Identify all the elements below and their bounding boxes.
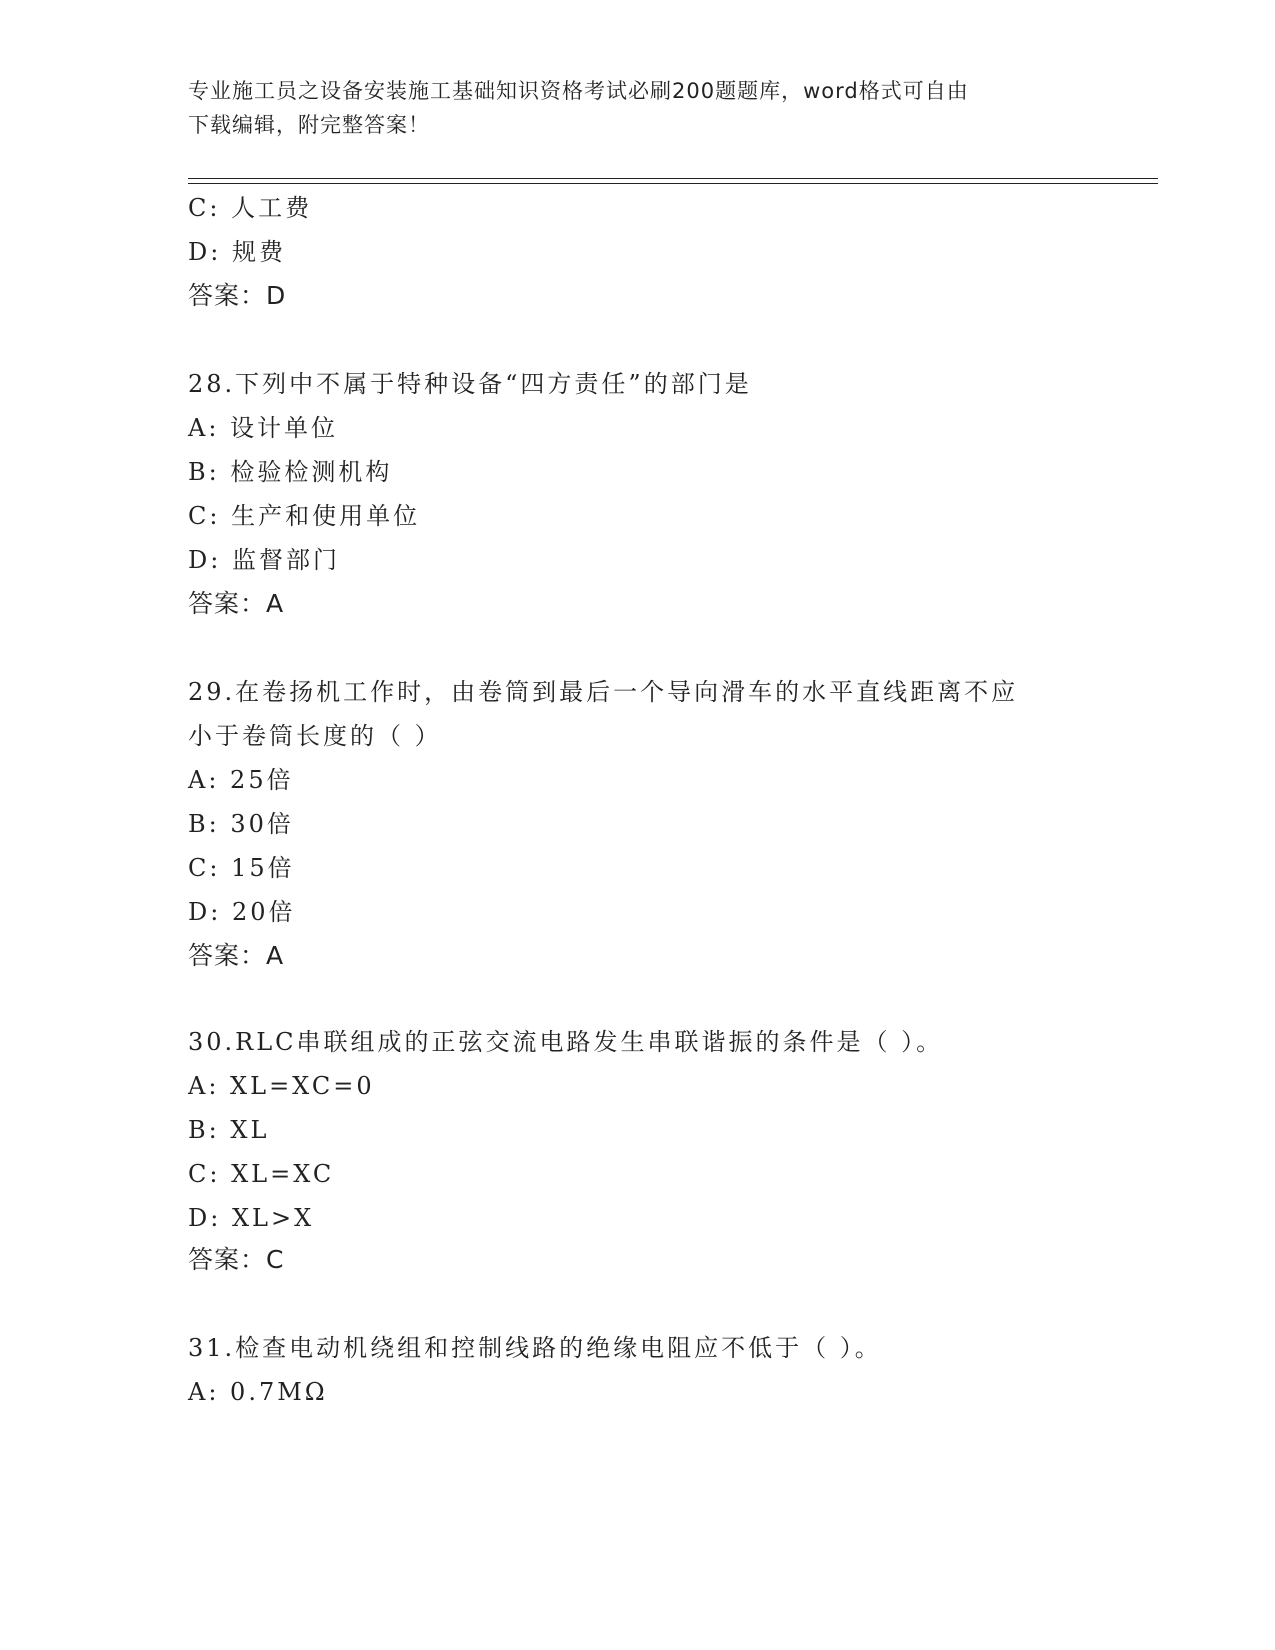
answer-label: 答案：D — [188, 281, 287, 310]
question-29-option-d: D: 20倍 — [188, 898, 296, 926]
question-30-option-a: A: XL=XC=0 — [188, 1072, 375, 1100]
question-29-option-b: B: 30倍 — [188, 810, 294, 838]
header-line-1: 专业施工员之设备安装施工基础知识资格考试必刷200题题库，word格式可自由 — [188, 79, 969, 103]
question-30-option-c: C: XL=XC — [188, 1160, 335, 1188]
question-29-line-2: 小于卷筒长度的（ ） — [188, 722, 442, 750]
question-30-option-d: D: XL>X — [188, 1204, 315, 1232]
question-30: 30.RLC串联组成的正弦交流电路发生串联谐振的条件是（ ）。 — [188, 1028, 944, 1056]
question-28-option-b: B: 检验检测机构 — [188, 458, 393, 486]
question-29-line-1: 29.在卷扬机工作时，由卷筒到最后一个导向滑车的水平直线距离不应 — [188, 678, 1019, 706]
question-29-option-c: C: 15倍 — [188, 854, 295, 882]
header-divider-bottom — [188, 183, 1158, 184]
question-28-option-d: D: 监督部门 — [188, 546, 340, 574]
question-30-answer: 答案：C — [188, 1245, 285, 1274]
question-30-option-b: B: XL — [188, 1116, 270, 1144]
question-28: 28.下列中不属于特种设备“四方责任”的部门是 — [188, 370, 752, 398]
question-28-option-c: C: 生产和使用单位 — [188, 502, 421, 530]
question-31-option-a: A: 0.7MΩ — [188, 1378, 328, 1406]
document-header — [188, 74, 1088, 142]
question-28-answer: 答案：A — [188, 589, 285, 618]
option-c: C: 人工费 — [188, 194, 313, 222]
header-divider-top — [188, 178, 1158, 179]
question-28-option-a: A: 设计单位 — [188, 414, 339, 442]
header-line-2: 下载编辑，附完整答案！ — [188, 113, 430, 137]
option-d: D: 规费 — [188, 238, 286, 266]
question-29-answer: 答案：A — [188, 941, 285, 970]
question-29-option-a: A: 25倍 — [188, 766, 294, 794]
question-31: 31.检查电动机绕组和控制线路的绝缘电阻应不低于（ ）。 — [188, 1334, 882, 1362]
